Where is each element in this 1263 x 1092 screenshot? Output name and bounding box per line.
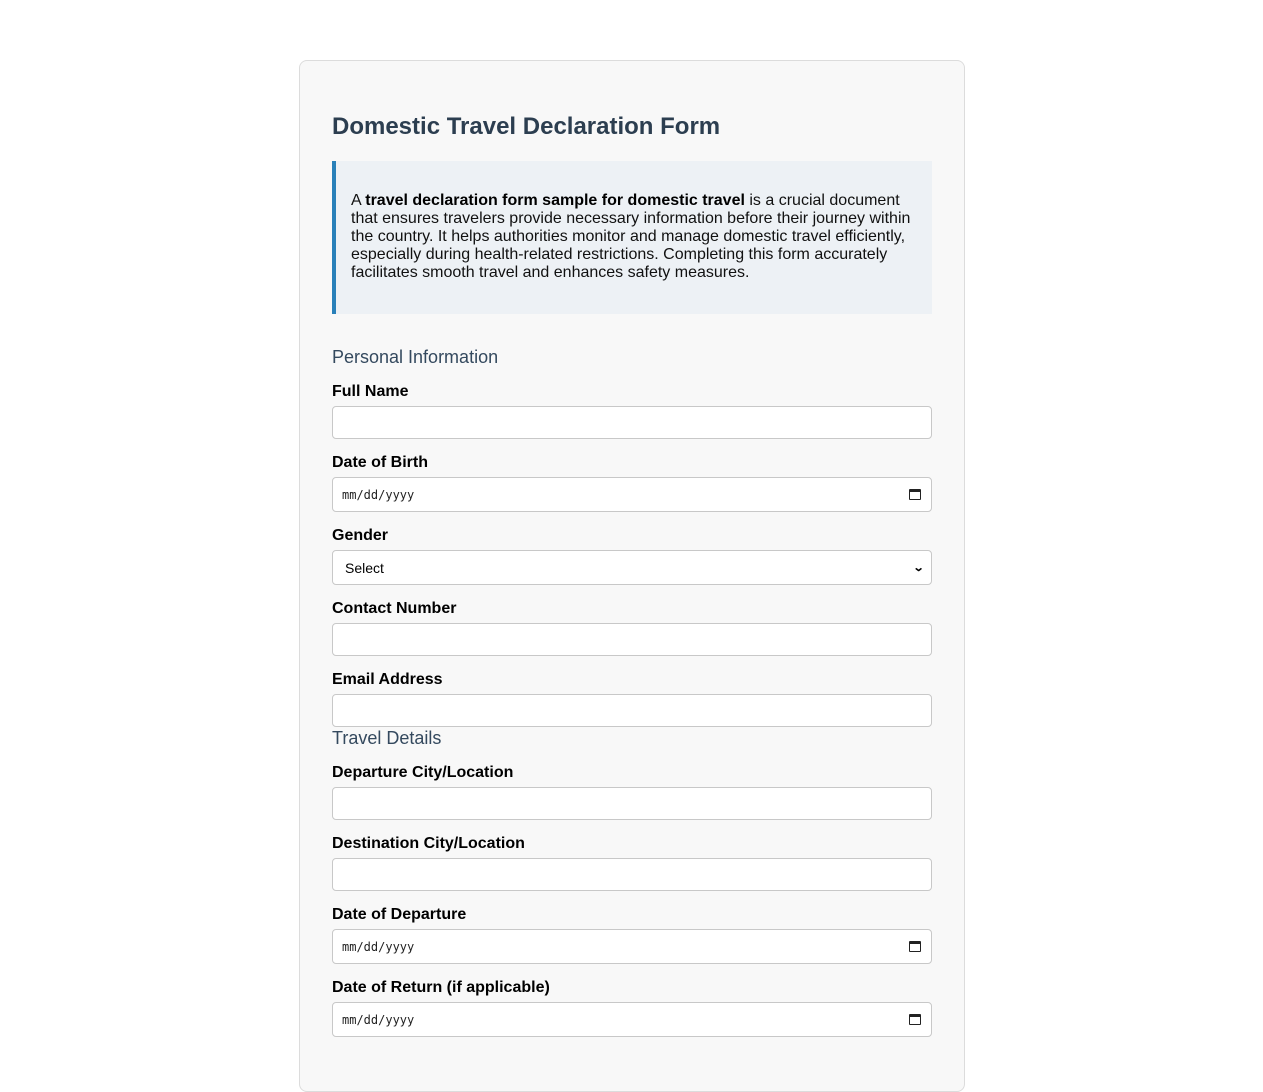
- intro-bold: travel declaration form sample for domestic travel: [365, 192, 745, 209]
- departure-date-placeholder: mm/dd/yyyy: [342, 939, 415, 954]
- return-date-placeholder: mm/dd/yyyy: [342, 1012, 415, 1027]
- intro-suffix: is a crucial document that ensures travelers provide necessary information before their journey within the country. It helps authorities monitor and manage domestic travel efficiently, especially during health-related restrictions. Completing this form accurately facilitates smooth travel and enhances safety measures.: [351, 192, 911, 281]
- travel-declaration-form: [299, 60, 965, 1092]
- gender-select[interactable]: [332, 550, 932, 585]
- contact-number-label: Contact Number: [332, 600, 457, 617]
- section-travel-details: Travel Details: [332, 728, 442, 748]
- gender-label: Gender: [332, 527, 389, 544]
- intro-prefix: A: [351, 192, 366, 209]
- departure-city-input[interactable]: [332, 787, 932, 820]
- dob-input[interactable]: [332, 477, 932, 512]
- destination-city-label: Destination City/Location: [332, 835, 525, 852]
- calendar-icon[interactable]: [909, 941, 921, 952]
- full-name-input[interactable]: [332, 406, 932, 439]
- departure-date-input[interactable]: [332, 929, 932, 964]
- dob-label: Date of Birth: [332, 454, 428, 471]
- departure-city-label: Departure City/Location: [332, 764, 514, 781]
- gender-selected-value: Select: [345, 559, 384, 576]
- section-personal-information: Personal Information: [332, 347, 499, 367]
- chevron-down-icon: ⌄: [912, 562, 925, 574]
- return-date-label: Date of Return (if applicable): [332, 979, 550, 996]
- intro-box: [332, 161, 932, 314]
- intro-text: [351, 192, 912, 282]
- destination-city-input[interactable]: [332, 858, 932, 891]
- full-name-label: Full Name: [332, 383, 409, 400]
- dob-placeholder: mm/dd/yyyy: [342, 487, 415, 502]
- email-label: Email Address: [332, 671, 443, 688]
- calendar-icon[interactable]: [909, 1014, 921, 1025]
- departure-date-label: Date of Departure: [332, 906, 467, 923]
- return-date-input[interactable]: [332, 1002, 932, 1037]
- page-title: Domestic Travel Declaration Form: [332, 113, 721, 140]
- email-input[interactable]: [332, 694, 932, 727]
- calendar-icon[interactable]: [909, 489, 921, 500]
- contact-number-input[interactable]: [332, 623, 932, 656]
